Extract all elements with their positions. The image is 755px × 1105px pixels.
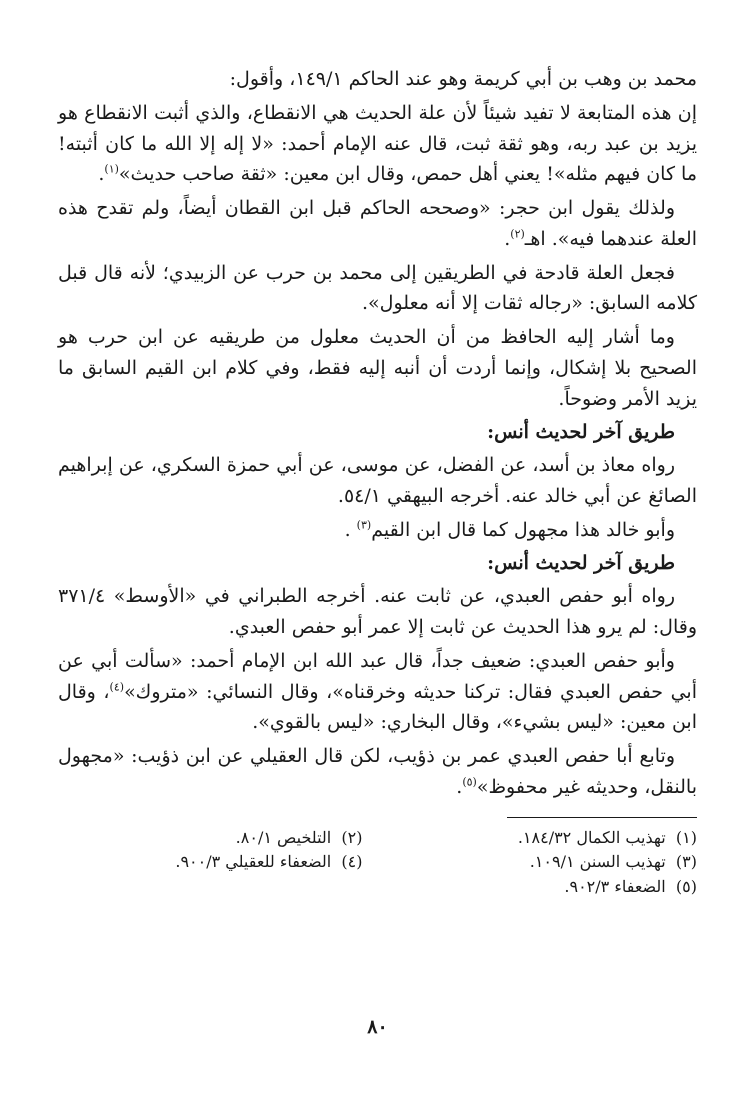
paragraph	[58, 450, 697, 512]
paragraph	[58, 193, 697, 255]
text-run: طريق آخر لحديث أنس:	[487, 552, 675, 575]
text-run: .	[456, 775, 463, 798]
footnote-number: (٢)	[341, 827, 363, 847]
text-run: وما أشار إليه الحافظ من أن الحديث معلول من طريقيه عن ابن حرب هو الصحيح بلا إشكال، وإنما أردت أن أنبه إليه فقط، وفي كلام ابن القيم السابق ما يزيد الأمر وضوحاً.	[58, 326, 697, 410]
text-run: ولذلك يقول ابن حجر: «وصححه الحاكم قبل ابن القطان أيضاً، ولم تقدح هذه العلة عندهما فيه». اهـ	[58, 197, 697, 250]
text-run: إن هذه المتابعة لا تفيد شيئاً لأن علة الحديث هي الانقطاع، والذي أثبت الانقطاع هو يزيد بن عبد ربه، وهو ثقة ثبت، قال عنه الإمام أحمد: «لا إله إلا الله ما كان أثبته! ما كان فيهم مثله»! يعني أهل حمص، وقال ابن معين: «ثقة صاحب حديث»	[58, 101, 697, 186]
footnote-number: (٣)	[675, 852, 697, 872]
footnote-text: الضعفاء للعقيلي ٩٠٠/٣.	[175, 852, 332, 872]
footnote-number: (١)	[675, 827, 697, 847]
text-run: .	[344, 518, 357, 541]
text-run: طريق آخر لحديث أنس:	[487, 421, 675, 444]
paragraph	[58, 515, 697, 546]
section-heading	[58, 548, 697, 579]
text-run: فجعل العلة قادحة في الطريقين إلى محمد بن حرب عن الزبيدي؛ لأنه قال قبل كلامه السابق: «رجاله ثقات إلا أنه معلول».	[58, 261, 697, 315]
footnote	[393, 850, 698, 875]
footnote-text: التلخيص ٨٠/١.	[235, 827, 332, 847]
page-number: ٨٠	[367, 1016, 388, 1038]
paragraph	[58, 741, 697, 803]
paragraph	[58, 581, 697, 643]
text-run: رواه أبو حفص العبدي، عن ثابت عنه. أخرجه الطبراني في «الأوسط» ٣٧١/٤ وقال: لم يرو هذا الحديث عن ثابت إلا عمر أبو حفص العبدي.	[58, 585, 697, 639]
footnote-reference: (٥)	[462, 775, 477, 789]
footnote-reference: (٤)	[109, 680, 125, 694]
text-run: رواه معاذ بن أسد، عن الفضل، عن موسى، عن أبي حمزة السكري، عن إبراهيم الصائغ عن أبي خالد عنه. أخرجه البيهقي ٥٤/١.	[58, 454, 697, 507]
paragraph	[58, 322, 697, 414]
footnotes	[58, 826, 697, 900]
text-run: وأبو حفص العبدي: ضعيف جداً، قال عبد الله ابن الإمام أحمد: «سألت أبي عن أبي حفص العبدي فقال: تركنا حديثه وخرقناه»، وقال النسائي: «متروك»	[58, 649, 697, 703]
section-heading	[58, 417, 697, 448]
footnote	[58, 826, 363, 851]
footnote-number: (٥)	[675, 877, 697, 897]
footnote-reference: (١)	[104, 162, 119, 176]
footnote-reference: (٣)	[356, 518, 372, 532]
text-run: وتابع أبا حفص العبدي عمر بن ذؤيب، لكن قال العقيلي عن ابن ذؤيب: «مجهول بالنقل، وحديثه غير محفوظ»	[58, 745, 697, 798]
footnote-reference: (٢)	[510, 227, 525, 241]
footnote-text: الضعفاء ٩٠٢/٣.	[564, 877, 666, 897]
paragraph	[58, 646, 697, 738]
text-run: .	[98, 163, 105, 186]
paragraph	[58, 98, 697, 190]
footnote	[393, 826, 698, 851]
footnote-text: تهذيب السنن ١٠٩/١.	[529, 852, 666, 872]
text-run: محمد بن وهب بن أبي كريمة وهو عند الحاكم ١٤٩/١، وأقول:	[229, 68, 697, 90]
text-run: ، وقال ابن معين: «ليس بشيء»، وقال البخاري: «ليس بالقوي».	[58, 680, 697, 734]
text-run: وأبو خالد هذا مجهول كما قال ابن القيم	[371, 518, 675, 541]
footnote-text: تهذيب الكمال ١٨٤/٣٢.	[517, 827, 666, 847]
text-run: .	[504, 227, 511, 250]
paragraph	[58, 64, 697, 95]
footnote	[393, 875, 698, 900]
footnote-separator	[507, 817, 697, 818]
paragraph	[58, 258, 697, 320]
footnote	[58, 850, 363, 875]
footnote-number: (٤)	[341, 852, 363, 872]
main-text	[58, 64, 697, 803]
